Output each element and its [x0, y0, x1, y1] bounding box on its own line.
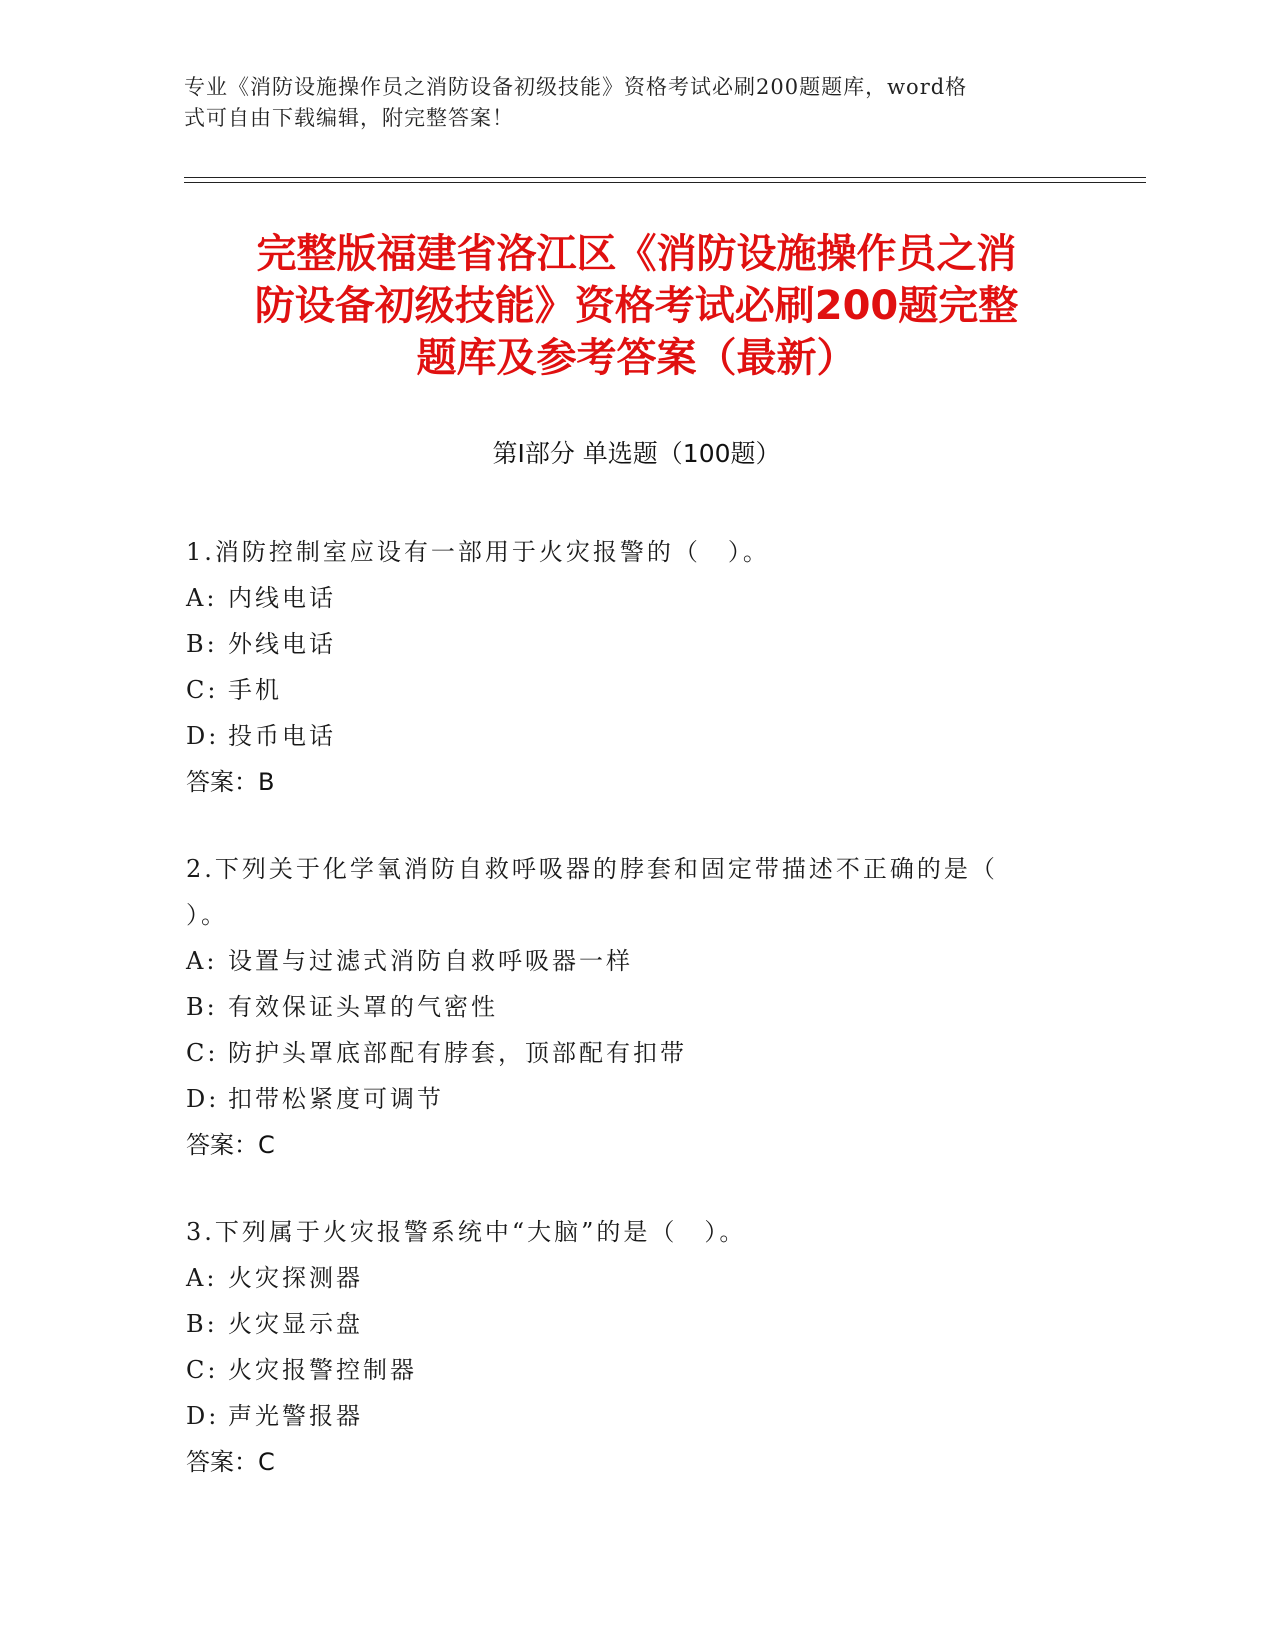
option-text: 声光警报器 [228, 1402, 363, 1430]
question-list [186, 529, 1066, 1526]
option-text: 外线电话 [228, 630, 336, 658]
option-key: B: [186, 993, 218, 1021]
option-text: 火灾探测器 [228, 1264, 363, 1292]
option-a [186, 1255, 1066, 1301]
option-d [186, 713, 1066, 759]
section-title: 第I部分 单选题（100题） [492, 439, 781, 468]
option-a [186, 938, 1066, 984]
option-text: 扣带松紧度可调节 [228, 1085, 444, 1113]
option-c [186, 1030, 1066, 1076]
question-stem-continued: ）。 [186, 901, 228, 929]
question-2 [186, 846, 1066, 1168]
option-text: 火灾报警控制器 [228, 1356, 417, 1384]
option-b [186, 1301, 1066, 1347]
header-line-2: 式可自由下载编辑，附完整答案！ [184, 106, 514, 130]
option-key: A: [186, 584, 218, 612]
option-text: 投币电话 [228, 722, 336, 750]
title-line-3: 题库及参考答案（最新） [416, 335, 857, 381]
option-key: C: [186, 1039, 219, 1067]
option-key: A: [186, 947, 218, 975]
option-text: 有效保证头罩的气密性 [228, 993, 498, 1021]
title-line-1: 完整版福建省洛江区《消防设施操作员之消 [256, 231, 1017, 277]
header-line-1: 专业《消防设施操作员之消防设备初级技能》资格考试必刷200题题库，word格 [184, 75, 968, 99]
header-divider-top [184, 177, 1146, 178]
header-divider-bottom [184, 182, 1146, 183]
option-d [186, 1393, 1066, 1439]
option-key: C: [186, 1356, 219, 1384]
option-c [186, 1347, 1066, 1393]
question-stem: 1.消防控制室应设有一部用于火灾报警的（ ）。 [186, 538, 770, 566]
option-c [186, 667, 1066, 713]
question-1 [186, 529, 1066, 805]
option-text: 手机 [228, 676, 282, 704]
option-key: B: [186, 1310, 218, 1338]
page-header [184, 72, 1054, 134]
option-text: 防护头罩底部配有脖套，顶部配有扣带 [228, 1039, 687, 1067]
answer: 答案：B [186, 768, 275, 796]
question-stem: 3.下列属于火灾报警系统中“大脑”的是（ ）。 [186, 1218, 747, 1246]
option-a [186, 575, 1066, 621]
document-title [184, 228, 1089, 384]
option-text: 设置与过滤式消防自救呼吸器一样 [228, 947, 633, 975]
option-b [186, 984, 1066, 1030]
option-key: D: [186, 722, 220, 750]
option-key: D: [186, 1085, 220, 1113]
option-key: C: [186, 676, 219, 704]
option-key: A: [186, 1264, 218, 1292]
answer: 答案：C [186, 1131, 275, 1159]
question-3 [186, 1209, 1066, 1485]
answer: 答案：C [186, 1448, 275, 1476]
question-stem: 2.下列关于化学氧消防自救呼吸器的脖套和固定带描述不正确的是（ [186, 855, 998, 883]
title-line-2: 防设备初级技能》资格考试必刷200题完整 [254, 283, 1019, 329]
option-text: 火灾显示盘 [228, 1310, 363, 1338]
option-key: B: [186, 630, 218, 658]
option-text: 内线电话 [228, 584, 336, 612]
option-d [186, 1076, 1066, 1122]
option-b [186, 621, 1066, 667]
option-key: D: [186, 1402, 220, 1430]
